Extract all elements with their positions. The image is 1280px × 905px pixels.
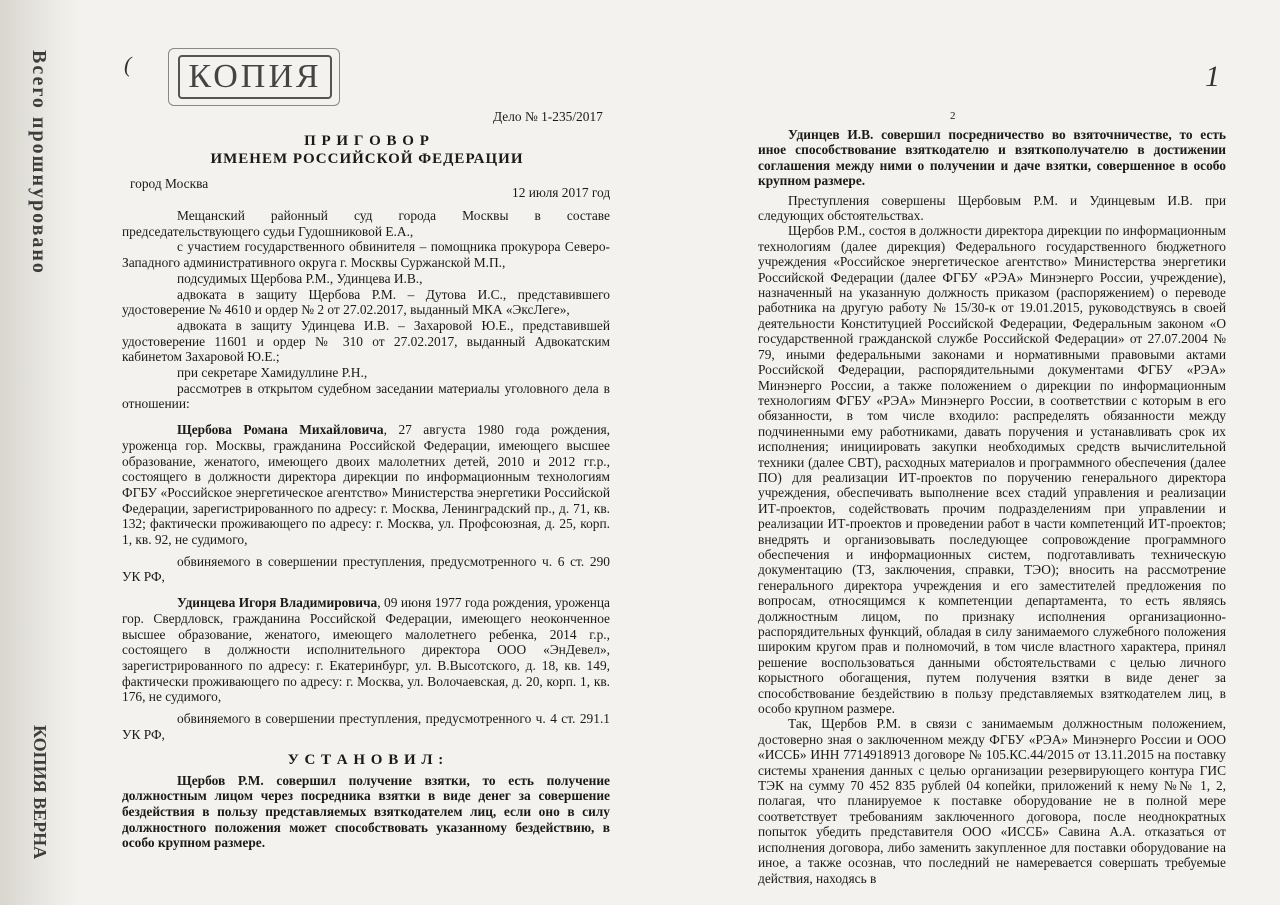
handwritten-page-number: 1 [1205,60,1220,93]
defendant-1 [122,422,610,548]
copy-certified-text: КОПИЯ ВЕРНА [30,725,50,860]
consideration: рассмотрев в открытом судебном заседании материалы уголовного дела в отношении: [122,380,610,412]
binding-stamp-text: Всего прошнуровано [28,50,50,275]
page-number: 2 [950,110,956,122]
verdict-title: П Р И Г О В О Р [304,133,430,149]
defendant-2 [122,595,610,705]
case-number: Дело № 1-235/2017 [493,109,603,124]
verdict-subtitle: ИМЕНЕМ РОССИЙСКОЙ ФЕДЕРАЦИИ [210,151,524,167]
court-composition: Мещанский районный суд города Москвы в составе председательствующего судьи Гудошниковой Е.А., [122,208,610,239]
secretary: при секретаре Хамидуллине Р.Н., [177,365,368,381]
binding-stamp-top [10,50,72,320]
defendant-1-details: , 27 августа 1980 года рождения, уроженца гор. Москвы, гражданина Российской Федерации, имеющего высшее образование, женатого, имеющего двоих малолетних детей, 2010 и 2012 гг.р., состоящего в должности директора дирекции по информационным технологиям ФГБУ «Российское энергетическое агентство» Министерства энергетики Российской Федерации, зарегистрированного по адресу: г. Москва, Ленинградский пр., д. 71, кв. 132; фактически проживающего по адресу: г. Москва, ул. Профсоюзная, д. 25, корп. 1, кв. 92, не судимого, [122,422,610,548]
city: город Москва [130,176,209,191]
defendant-2-details: , 09 июня 1977 года рождения, уроженца гор. Свердловск, гражданина Российской Федерации, имеющего неоконченное высшее образование, женатого, имеющего малолетнего ребенка, 2014 г.р., состоящего в должности исполнительного директора ООО «ЭнДевел», зарегистрированного по адресу: г. Екатеринбург, ул. В.Высотского, д. 18, кв. 149, фактически проживающего по адресу: г. Москва, ул. Волочаевская, д. 20, корп. 1, кв. 176, не судимого, [122,595,610,705]
left-page-body [122,208,610,851]
lawyer-2: адвоката в защиту Удинцева И.В. – Захаровой Ю.Е., представившей удостоверение 11601 и ордер № 310 от 27.02.2017, выданный Адвокатским кабинетом Захаровой Ю.Е.; [122,317,610,365]
charge-shcherbov: Щербов Р.М. совершил получение взятки, то есть получение должностным лицом через посредника взятки в виде денег за совершение бездействия в пользу представляемых взяткодателем лиц, если оно в силу должностного положения может способствовать указанному бездействию, в особо крупном размере. [122,772,610,851]
established-heading: У С Т А Н О В И Л : [287,751,445,768]
right-page-body [758,127,1226,886]
defendant-1-charge: обвиняемого в совершении преступления, предусмотренного ч. 6 ст. 290 УК РФ, [122,553,610,585]
lawyer-1: адвоката в защиту Щербова Р.М. – Дутова И.С., представившего удостоверение № 4610 и ордер № 2 от 27.02.2017, выданный МКА «ЭксЛеге», [122,286,610,318]
charge-udintsev: Удинцев И.В. совершил посредничество во взяточничестве, то есть иное способствование взяткодателю и взяткополучателю в достижении соглашения между ними о получении и даче взятки, совершенное в особо крупном размере. [758,127,1226,189]
verdict-title-block [122,132,612,168]
copy-stamp: КОПИЯ [178,55,332,99]
defendant-2-charge: обвиняемого в совершении преступления, предусмотренного ч. 4 ст. 291.1 УК РФ, [122,711,610,742]
defendant-1-name: Щербова Романа Михайловича [177,422,384,438]
defendant-2-name: Удинцева Игоря Владимировича [177,595,378,611]
circumstances-position: Щербов Р.М., состоя в должности директора дирекции по информационным технологиям (далее дирекция) Федерального государственного бюджетного учреждения «Российское энергетическое агентство» Министерства энергетики Российской Федерации (далее ФГБУ «РЭА» Минэнерго России, учреждение), назначенный на указанную должность приказом (распоряжением) о переводе работника на другую работу № 15/30-к от 19.01.2015, руководствуясь в своей деятельности Конституцией Российской Федерации, Федеральным законом «О государственной гражданской службе Российской Федерации» от 27.07.2004 № 79, иными федеральными законами и нормативными правовыми актами Российской Федерации, распорядительными документами ФГБУ «РЭА» Минэнерго России, а также положением о дирекции по информационным технологиям ФГБУ «РЭА» Минэнерго России, в соответствии с которым в его обязанности, в том числе входило: распределять обязанности между подчиненными ему работниками, давать поручения и устанавливать срок их исполнения; инициировать закупки необходимых средств вычислительной техники (далее СВТ), расходных материалов и программного обеспечения (далее ПО) для реализации ИТ-проектов по поручению генерального директора учреждения, обеспечивать выполнение всех стадий управления и реализации ИТ-проектов, содействовать прочим подразделениям при управлении и реализации ИТ-проектов и проведении работ в части компетенций ИТ-проектов; внедрять и организовывать последующее сопровождение программного обеспечения и информационных систем, подготавливать техническую документацию (ТЗ, заключения, справки, ТЭО); вносить на рассмотрение генерального директора учреждения и его заместителей предложения по вопросам, относящимся к компетенции департамента, то есть являясь должностным лицом, по признаку исполнения организационно-распорядительных функций, обладая в силу занимаемого служебного положения широким кругом прав и полномочий, в том числе властного характера, принял решение воспользоваться данными обстоятельствами с целью личного корыстного обогащения, путем получения взятки в виде денег за способствование бездействию в пользу представляемых взяткодателем лиц, в особо крупном размере. [758,223,1226,717]
circumstances-intro: Преступления совершены Щербовым Р.М. и Удинцевым И.В. при следующих обстоятельствах. [758,192,1226,224]
circumstances-contract: Так, Щербов Р.М. в связи с занимаемым должностным положением, достоверно зная о заключенном между ФГБУ «РЭА» Минэнерго России и ООО «ИССБ» ИНН 7714918913 договоре № 105.КС.44/2015 от 13.11.2015 на поставку системы хранения данных с целью организации резервирующего контура ГИС ТЭК на сумму 70 452 835 рублей 04 копейки, приложений к нему №№ 1, 2, полагая, что планируемое к поставке оборудование не в полной мере соответствует требованиям заключенного договора, после неоднократных попыток убедить представителя ООО «ИССБ» Савина А.А. отказаться от исполнения договора, либо заменить закупленное для поставки оборудование на иное, а также осознав, что последний не намеревается совершать требуемые действия, находясь в [758,716,1226,886]
copy-certified-stamp [10,725,72,875]
prosecutor: с участием государственного обвинителя – помощника прокурора Северо-Западного административного округа г. Москвы Суржанской М.П., [122,239,610,271]
verdict-date: 12 июля 2017 год [512,185,611,200]
defendants: подсудимых Щербова Р.М., Удинцева И.В., [177,270,423,286]
handwritten-mark-left: ( [124,52,132,77]
